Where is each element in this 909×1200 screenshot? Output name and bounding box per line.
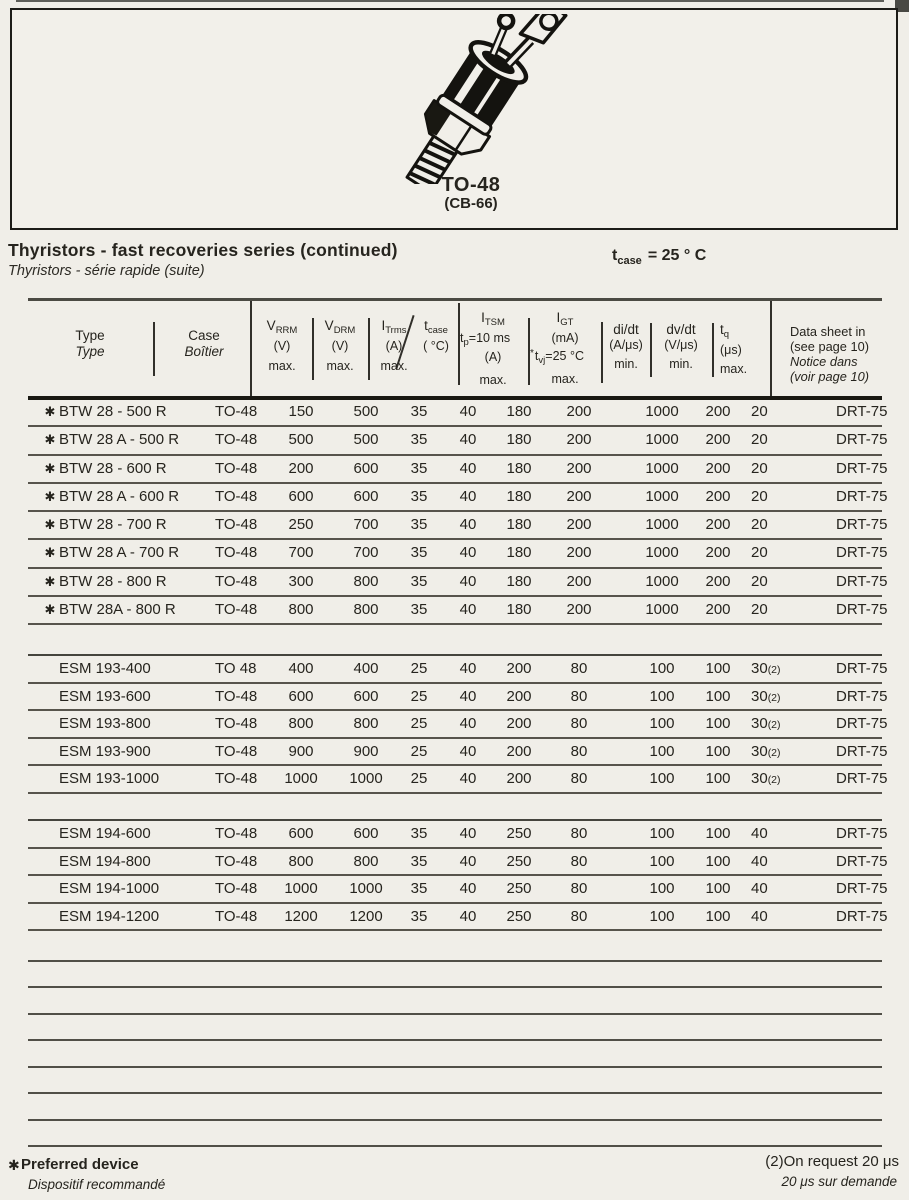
- cell-itsm: 180: [506, 487, 532, 505]
- cell-dvdt: 100: [705, 770, 731, 788]
- cell-itrms: 25: [410, 687, 428, 705]
- cell-dvdt: 200: [705, 516, 731, 534]
- cell-itsm: 250: [506, 880, 532, 898]
- col-header-didt: di/dt (A/μs) min.: [609, 322, 643, 371]
- cell-tq: 20: [751, 487, 768, 505]
- cell-igt: 80: [570, 687, 588, 705]
- col-header-dvdt: dv/dt (V/μs) min.: [664, 322, 698, 371]
- table-row: [28, 684, 888, 712]
- empty-table-row: [28, 1068, 882, 1095]
- cell-tq: 30(2): [751, 687, 781, 705]
- cell-didt: 1000: [645, 516, 679, 534]
- table-top-border: [28, 298, 882, 301]
- footnote-request-en: (2)On request 20 μs: [765, 1153, 899, 1170]
- cell-itsm: 200: [506, 660, 532, 677]
- cell-sheet: DRT-75: [836, 742, 888, 760]
- cell-case: TO 48: [215, 660, 257, 677]
- cell-case: TO-48: [215, 852, 258, 870]
- cell-star: ✱: [44, 573, 56, 589]
- cell-didt: 1000: [645, 459, 679, 477]
- cell-tcase: 40: [459, 544, 477, 562]
- cell-dvdt: 200: [705, 601, 731, 619]
- cell-case: TO-48: [215, 907, 258, 925]
- cell-vdrm: 1000: [349, 770, 383, 788]
- cell-vdrm: 1200: [349, 907, 383, 925]
- cell-vrrm: 500: [288, 431, 314, 449]
- cell-sheet: DRT-75: [836, 403, 888, 420]
- cell-case: TO-48: [215, 487, 258, 505]
- cell-itsm: 250: [506, 907, 532, 925]
- cell-itrms: 35: [410, 907, 428, 925]
- footnote-ref: (2): [767, 774, 781, 787]
- cell-star: ✱: [44, 488, 56, 504]
- cell-tcase: 40: [459, 852, 477, 870]
- table-row: [28, 399, 888, 427]
- cell-vdrm: 1000: [349, 880, 383, 898]
- col-header-tcase: $t_{case}$ ( °C): [423, 318, 449, 353]
- footnote-preferred-fr: Dispositif recommandé: [28, 1177, 166, 1192]
- divider-tq-sheet: [770, 301, 772, 396]
- cell-itrms: 25: [410, 742, 428, 760]
- cell-tcase: 40: [459, 880, 477, 898]
- cell-itrms: 35: [410, 516, 428, 534]
- cell-igt: 200: [566, 544, 592, 562]
- cell-type: BTW 28 A - 600 R: [59, 487, 180, 505]
- cell-didt: 1000: [645, 487, 679, 505]
- cell-vdrm: 800: [353, 601, 379, 619]
- cell-sheet: DRT-75: [836, 431, 888, 449]
- cell-itsm: 200: [506, 770, 532, 788]
- empty-rows-area: [28, 935, 882, 1147]
- cell-vdrm: 500: [353, 431, 379, 449]
- cell-case: TO-48: [215, 459, 258, 477]
- cell-star: ✱: [44, 517, 56, 533]
- cell-type: BTW 28 A - 500 R: [59, 431, 180, 449]
- cell-type: ESM 194-600: [59, 825, 151, 842]
- scan-edge-artifact: [16, 0, 884, 2]
- cell-case: TO-48: [215, 687, 258, 705]
- footnote-preferred-en: Preferred device: [21, 1156, 139, 1173]
- cell-tq: 40: [751, 852, 768, 870]
- cell-tcase: 40: [459, 825, 477, 842]
- to48-package-icon: [332, 14, 602, 184]
- cell-didt: 100: [649, 687, 675, 705]
- cell-tcase: 40: [459, 516, 477, 534]
- cell-dvdt: 100: [705, 715, 731, 733]
- cell-star: ✱: [44, 432, 56, 448]
- empty-table-row: [28, 1041, 882, 1068]
- table-row: [28, 540, 888, 568]
- cell-itsm: 250: [506, 825, 532, 842]
- page-subtitle-fr: Thyristors - série rapide (suite): [8, 263, 205, 279]
- cell-dvdt: 100: [705, 852, 731, 870]
- cell-tq: 40: [751, 825, 768, 842]
- cell-case: TO-48: [215, 544, 258, 562]
- cell-didt: 100: [649, 770, 675, 788]
- table-group: [28, 654, 888, 794]
- cell-tcase: 40: [459, 660, 477, 677]
- cell-vrrm: 800: [288, 852, 314, 870]
- cell-itrms: 35: [410, 487, 428, 505]
- cell-itrms: 35: [410, 459, 428, 477]
- cell-type: ESM 193-900: [59, 742, 151, 760]
- cell-dvdt: 100: [705, 907, 731, 925]
- cell-vrrm: 700: [288, 544, 314, 562]
- cell-star: ✱: [44, 460, 56, 476]
- cell-tcase: 40: [459, 687, 477, 705]
- cell-case: TO-48: [215, 880, 258, 898]
- cell-sheet: DRT-75: [836, 572, 888, 590]
- table-row: [28, 597, 888, 625]
- col-header-case: Case Boîtier: [184, 328, 224, 359]
- cell-tq: 30(2): [751, 660, 781, 677]
- cell-itsm: 180: [506, 572, 532, 590]
- col-header-type: Type Type: [75, 328, 105, 359]
- cell-itsm: 180: [506, 544, 532, 562]
- cell-igt: 200: [566, 487, 592, 505]
- cell-tq: 30(2): [751, 715, 781, 733]
- cell-tq: 20: [751, 459, 768, 477]
- table-row: [28, 484, 888, 512]
- cell-tq: 20: [751, 544, 768, 562]
- cell-itsm: 200: [506, 715, 532, 733]
- preferred-star-mark: ✱: [8, 1157, 20, 1173]
- col-header-vrrm: $V_{RRM}$ (V) max.: [266, 318, 298, 373]
- table-row: [28, 904, 888, 932]
- cell-case: TO-48: [215, 770, 258, 788]
- cell-didt: 1000: [645, 601, 679, 619]
- cell-itsm: 180: [506, 601, 532, 619]
- cell-tq: 20: [751, 431, 768, 449]
- cell-dvdt: 200: [705, 544, 731, 562]
- cell-tq: 40: [751, 907, 768, 925]
- package-figure-box: [10, 8, 898, 230]
- cell-type: BTW 28A - 800 R: [59, 601, 176, 619]
- cell-sheet: DRT-75: [836, 487, 888, 505]
- cell-type: ESM 194-1200: [59, 907, 160, 925]
- cell-dvdt: 100: [705, 880, 731, 898]
- table-row: [28, 512, 888, 540]
- footnote-ref: (2): [767, 664, 781, 676]
- cell-vrrm: 800: [288, 715, 314, 733]
- cell-vdrm: 600: [353, 459, 379, 477]
- cell-itrms: 35: [410, 825, 428, 842]
- table-row: [28, 821, 888, 849]
- cell-tcase: 40: [459, 403, 477, 420]
- cell-type: BTW 28 - 600 R: [59, 459, 167, 477]
- empty-table-row: [28, 962, 882, 989]
- cell-case: TO-48: [215, 516, 258, 534]
- col-header-igt: $I_{GT}$ (mA) $^*t_{vj}=25$ °C max.: [530, 310, 584, 386]
- table-row: [28, 766, 888, 794]
- cell-dvdt: 200: [705, 572, 731, 590]
- cell-tcase: 40: [459, 601, 477, 619]
- page-title: Thyristors - fast recoveries series (continued): [8, 240, 398, 260]
- cell-sheet: DRT-75: [836, 544, 888, 562]
- cell-sheet: DRT-75: [836, 715, 888, 733]
- cell-case: TO-48: [215, 715, 258, 733]
- cell-tcase: 40: [459, 431, 477, 449]
- cell-igt: 80: [570, 852, 588, 870]
- cell-sheet: DRT-75: [836, 516, 888, 534]
- table-row: [28, 427, 888, 455]
- cell-itrms: 35: [410, 880, 428, 898]
- cell-type: ESM 193-1000: [59, 770, 160, 788]
- cell-didt: 100: [649, 907, 675, 925]
- cell-tq: 30(2): [751, 770, 781, 788]
- cell-itrms: 35: [410, 852, 428, 870]
- cell-type: BTW 28 - 500 R: [59, 403, 167, 420]
- cell-vrrm: 400: [288, 660, 314, 677]
- cell-itsm: 200: [506, 687, 532, 705]
- cell-vrrm: 250: [288, 516, 314, 534]
- cell-itsm: 250: [506, 852, 532, 870]
- cell-itrms: 35: [410, 544, 428, 562]
- cell-igt: 200: [566, 459, 592, 477]
- cell-tq: 30(2): [751, 742, 781, 760]
- table-row: [28, 456, 888, 484]
- cell-tcase: 40: [459, 715, 477, 733]
- cell-sheet: DRT-75: [836, 825, 888, 842]
- cell-vrrm: 300: [288, 572, 314, 590]
- cell-case: TO-48: [215, 601, 258, 619]
- cell-itrms: 35: [410, 572, 428, 590]
- divider-type-case: [153, 322, 155, 376]
- cell-vrrm: 900: [288, 742, 314, 760]
- cell-igt: 80: [570, 907, 588, 925]
- cell-didt: 100: [649, 715, 675, 733]
- cell-didt: 100: [649, 825, 675, 842]
- cell-tq: 20: [751, 572, 768, 590]
- cell-sheet: DRT-75: [836, 660, 888, 677]
- cell-vrrm: 600: [288, 687, 314, 705]
- cell-tcase: 40: [459, 742, 477, 760]
- cell-star: ✱: [44, 545, 56, 561]
- cell-vdrm: 800: [353, 572, 379, 590]
- cell-tq: 20: [751, 403, 768, 420]
- footnote-request-fr: 20 μs sur demande: [781, 1174, 897, 1189]
- cell-vdrm: 600: [353, 687, 379, 705]
- cell-sheet: DRT-75: [836, 907, 888, 925]
- cell-sheet: DRT-75: [836, 880, 888, 898]
- cell-itrms: 35: [410, 601, 428, 619]
- cell-vrrm: 150: [288, 403, 314, 420]
- table-row: [28, 711, 888, 739]
- cell-vrrm: 1200: [284, 907, 318, 925]
- footnote-ref: (2): [767, 746, 781, 759]
- cell-tcase: 40: [459, 770, 477, 788]
- cell-case: TO-48: [215, 572, 258, 590]
- cell-igt: 80: [570, 825, 588, 842]
- cell-didt: 100: [649, 742, 675, 760]
- footnote-ref: (2): [767, 719, 781, 732]
- cell-vrrm: 600: [288, 825, 314, 842]
- cell-type: ESM 194-1000: [59, 880, 160, 898]
- test-condition: $t_{case} = 25$ ° C: [612, 247, 707, 268]
- col-header-itrms: $I_{Trms}$ (A) max.: [380, 318, 408, 373]
- cell-igt: 200: [566, 516, 592, 534]
- cell-type: ESM 193-800: [59, 715, 151, 733]
- cell-didt: 100: [649, 880, 675, 898]
- col-header-itsm: $I_{TSM}$ $t_p=10$ ms (A) max.: [460, 310, 511, 387]
- cell-dvdt: 100: [705, 660, 731, 677]
- cell-vrrm: 1000: [284, 770, 318, 788]
- cell-itrms: 25: [410, 660, 428, 677]
- cell-tq: 40: [751, 880, 768, 898]
- empty-table-row: [28, 935, 882, 962]
- cell-vdrm: 900: [353, 742, 379, 760]
- cell-type: ESM 193-400: [59, 660, 151, 677]
- cell-itrms: 25: [410, 770, 428, 788]
- table-row: [28, 656, 888, 684]
- table-row: [28, 739, 888, 767]
- table-row: [28, 849, 888, 877]
- table-row: [28, 569, 888, 597]
- cell-igt: 80: [570, 880, 588, 898]
- cell-type: ESM 193-600: [59, 687, 151, 705]
- package-alt-name: (CB-66): [444, 195, 498, 212]
- cell-tq: 20: [751, 516, 768, 534]
- cell-didt: 1000: [645, 544, 679, 562]
- cell-sheet: DRT-75: [836, 852, 888, 870]
- col-header-tq: $t_q$ (μs) max.: [720, 322, 748, 376]
- cell-igt: 80: [570, 770, 588, 788]
- cell-sheet: DRT-75: [836, 601, 888, 619]
- empty-table-row: [28, 1121, 882, 1148]
- cell-vdrm: 700: [353, 516, 379, 534]
- cell-vdrm: 800: [353, 852, 379, 870]
- cell-igt: 80: [570, 715, 588, 733]
- cell-itrms: 25: [410, 715, 428, 733]
- cell-itsm: 180: [506, 459, 532, 477]
- cell-vdrm: 500: [353, 403, 379, 420]
- footnote-ref: (2): [767, 691, 781, 704]
- cell-vrrm: 800: [288, 601, 314, 619]
- cell-dvdt: 100: [705, 825, 731, 842]
- empty-table-row: [28, 1015, 882, 1042]
- cell-sheet: DRT-75: [836, 687, 888, 705]
- cell-didt: 1000: [645, 403, 679, 420]
- cell-sheet: DRT-75: [836, 770, 888, 788]
- cell-vdrm: 400: [353, 660, 379, 677]
- empty-table-row: [28, 988, 882, 1015]
- cell-tcase: 40: [459, 459, 477, 477]
- footnote-star: *: [530, 348, 534, 359]
- cell-igt: 200: [566, 431, 592, 449]
- cell-didt: 1000: [645, 431, 679, 449]
- cell-igt: 80: [570, 660, 588, 677]
- col-header-vdrm: $V_{DRM}$ (V) max.: [324, 318, 356, 373]
- cell-itsm: 180: [506, 516, 532, 534]
- divider-dvdt-tq: [712, 323, 714, 377]
- cell-sheet: DRT-75: [836, 459, 888, 477]
- package-name: TO-48: [441, 174, 501, 196]
- cell-vdrm: 700: [353, 544, 379, 562]
- cell-itsm: 200: [506, 742, 532, 760]
- cell-igt: 80: [570, 742, 588, 760]
- cell-type: ESM 194-800: [59, 852, 151, 870]
- cell-didt: 100: [649, 660, 675, 677]
- cell-tcase: 40: [459, 907, 477, 925]
- table-group: [28, 399, 888, 625]
- cell-star: ✱: [44, 602, 56, 618]
- cell-itsm: 180: [506, 431, 532, 449]
- cell-dvdt: 100: [705, 742, 731, 760]
- cell-case: TO-48: [215, 742, 258, 760]
- cell-vrrm: 1000: [284, 880, 318, 898]
- table-row: [28, 876, 888, 904]
- empty-table-row: [28, 1094, 882, 1121]
- cell-type: BTW 28 A - 700 R: [59, 544, 180, 562]
- cell-igt: 200: [566, 403, 592, 420]
- cell-vdrm: 600: [353, 487, 379, 505]
- cell-vrrm: 200: [288, 459, 314, 477]
- table-group: [28, 819, 888, 931]
- cell-case: TO-48: [215, 431, 258, 449]
- cell-dvdt: 200: [705, 403, 731, 420]
- cell-itrms: 35: [410, 403, 428, 420]
- cell-case: TO-48: [215, 403, 258, 420]
- cell-case: TO-48: [215, 825, 258, 842]
- cell-itsm: 180: [506, 403, 532, 420]
- cell-star: ✱: [44, 404, 56, 419]
- cell-tcase: 40: [459, 572, 477, 590]
- cell-type: BTW 28 - 800 R: [59, 572, 167, 590]
- cell-igt: 200: [566, 572, 592, 590]
- cell-tq: 20: [751, 601, 768, 619]
- cell-tcase: 40: [459, 487, 477, 505]
- cell-dvdt: 200: [705, 431, 731, 449]
- cell-dvdt: 100: [705, 687, 731, 705]
- cell-vrrm: 600: [288, 487, 314, 505]
- cell-type: BTW 28 - 700 R: [59, 516, 167, 534]
- cell-dvdt: 200: [705, 487, 731, 505]
- cell-didt: 100: [649, 852, 675, 870]
- cell-vdrm: 600: [353, 825, 379, 842]
- cell-igt: 200: [566, 601, 592, 619]
- cell-dvdt: 200: [705, 459, 731, 477]
- cell-didt: 1000: [645, 572, 679, 590]
- col-header-datasheet: Data sheet in (see page 10) Notice dans (voir page 10): [790, 324, 869, 384]
- cell-vdrm: 800: [353, 715, 379, 733]
- cell-itrms: 35: [410, 431, 428, 449]
